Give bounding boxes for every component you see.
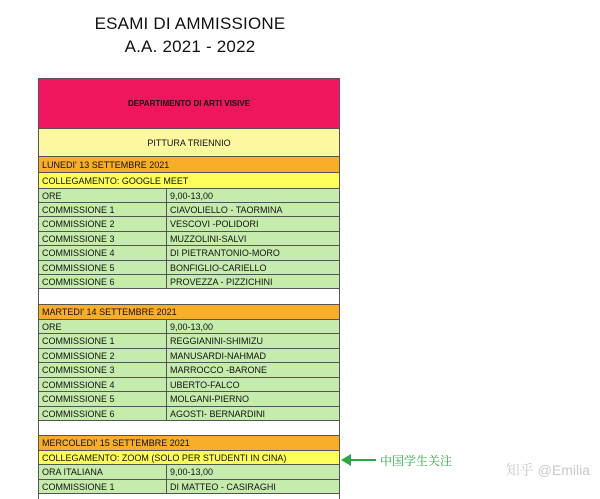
table-row [39,216,339,231]
table-row [39,377,339,391]
commission-cell: COMMISSIONE 5 [39,261,167,274]
names-cell: AGOSTI- BERNARDINI [170,408,266,419]
commission-cell: COMMISSIONE 1 [39,480,167,493]
day1-hours-label: ORE [39,189,167,202]
table-row [39,274,339,289]
day2-date: MARTEDI' 14 SETTEMBRE 2021 [39,305,339,319]
commission-cell: COMMISSIONE 2 [39,349,167,362]
day2-date-row [39,304,339,319]
department-cell: DEPARTIMENTO DI ARTI VISIVE [39,79,339,128]
day3-hours-row [39,464,339,479]
names-cell: MUZZOLINI-SALVI [170,233,247,244]
day1-hours-row [39,188,339,202]
day1-hours: 9,00-13,00 [170,190,214,201]
course-cell: PITTURA TRIENNIO [39,129,339,156]
table-row [39,202,339,216]
table-row [39,362,339,377]
names-cell: MANUSARDI-NAHMAD [170,350,267,361]
table-row [39,333,339,348]
table-row [39,391,339,406]
exam-schedule-table [38,78,340,499]
commission-cell: COMMISSIONE 4 [39,378,167,391]
commission-cell: COMMISSIONE 6 [39,407,167,420]
names-cell: CIAVOLIELLO - TAORMINA [170,204,283,215]
names-cell: REGGIANINI-SHIMIZU [170,336,264,346]
names-cell: MARROCCO -BARONE [170,365,268,375]
table-row [39,348,339,362]
names-cell: MOLGANI-PIERNO [170,394,250,404]
names-cell: PROVEZZA - PIZZICHINI [170,276,273,287]
day2-hours-label: ORE [39,320,167,333]
department-row [39,78,339,128]
day3-connection: COLLEGAMENTO: ZOOM (SOLO PER STUDENTI IN CINA) [39,451,339,464]
day1-date-row [39,156,339,172]
day3-date: MERCOLEDI' 15 SETTEMBRE 2021 [39,436,339,450]
watermark: 知乎 @Emilia [505,462,590,478]
names-cell: UBERTO-FALCO [170,379,240,390]
day2-hours: 9,00-13,00 [170,321,214,332]
names-cell: BONFIGLIO-CARIELLO [170,262,267,273]
table-row [39,231,339,245]
day3-hours: 9,00-13,00 [170,467,214,477]
table-row [39,245,339,260]
commission-cell: COMMISSIONE 1 [39,334,167,348]
commission-cell: COMMISSIONE 1 [39,203,167,216]
academic-year: A.A. 2021 - 2022 [124,37,256,56]
china-students-note [340,450,452,470]
table-row [39,260,339,274]
commission-cell: COMMISSIONE 4 [39,246,167,260]
commission-cell: COMMISSIONE 2 [39,217,167,231]
names-cell: DI PIETRANTONIO-MORO [170,248,280,258]
day3-connection-row [39,450,339,464]
table-row [39,479,339,494]
day1-connection-row [39,172,339,188]
commission-cell: COMMISSIONE 6 [39,275,167,288]
day3-date-row [39,435,339,450]
day3-hours-label: ORA ITALIANA [39,465,167,479]
table-row [39,406,339,421]
day1-date: LUNEDI' 13 SETTEMBRE 2021 [39,157,339,172]
course-row [39,128,339,156]
commission-cell: COMMISSIONE 5 [39,392,167,406]
arrow-left-icon [340,452,378,468]
names-cell: VESCOVI -POLIDORI [170,219,259,229]
day1-connection: COLLEGAMENTO: GOOGLE MEET [39,173,339,188]
commission-cell: COMMISSIONE 3 [39,232,167,245]
note-text: 中国学生关注 [380,453,453,468]
names-cell: DI MATTEO - CASIRAGHI [170,481,276,492]
day2-hours-row [39,319,339,333]
commission-cell: COMMISSIONE 3 [39,363,167,377]
document-title: ESAMI DI AMMISSIONE [94,14,286,33]
